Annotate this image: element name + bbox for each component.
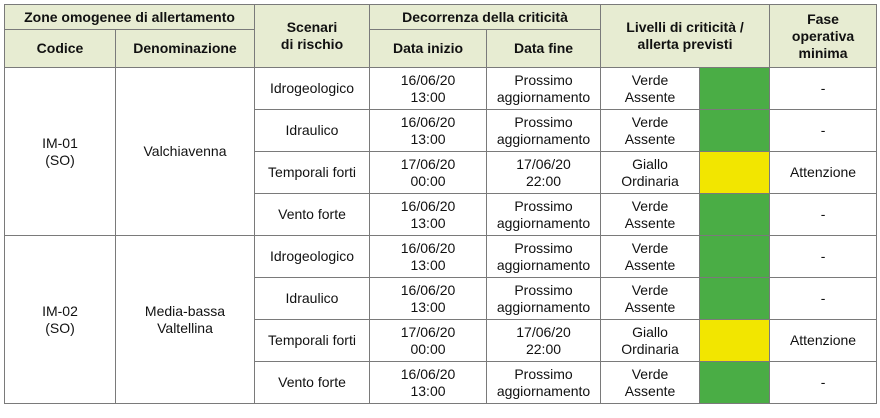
level-label-cell: Verde Assente bbox=[601, 194, 700, 236]
level-label-cell: Giallo Ordinaria bbox=[601, 152, 700, 194]
level-color-swatch bbox=[700, 236, 770, 278]
scenario-cell: Idraulico bbox=[255, 110, 370, 152]
end-date-cell: Prossimo aggiornamento bbox=[487, 194, 601, 236]
level-label-cell: Verde Assente bbox=[601, 236, 700, 278]
scenario-cell: Vento forte bbox=[255, 362, 370, 404]
end-date-cell: Prossimo aggiornamento bbox=[487, 110, 601, 152]
level-color-swatch bbox=[700, 278, 770, 320]
period-group-header: Decorrenza della criticità bbox=[370, 5, 601, 30]
phase-cell: - bbox=[770, 110, 877, 152]
scenario-cell: Temporali forti bbox=[255, 320, 370, 362]
levels-header: Livelli di criticità / allerta previsti bbox=[601, 5, 770, 68]
start-date-cell: 16/06/20 13:00 bbox=[370, 110, 487, 152]
level-label-cell: Verde Assente bbox=[601, 68, 700, 110]
table-row bbox=[5, 236, 877, 278]
end-date-cell: Prossimo aggiornamento bbox=[487, 362, 601, 404]
zone-group-header: Zone omogenee di allertamento bbox=[5, 5, 255, 30]
level-label-cell: Verde Assente bbox=[601, 110, 700, 152]
end-date-header: Data fine bbox=[487, 30, 601, 68]
end-date-cell: Prossimo aggiornamento bbox=[487, 68, 601, 110]
zone-code: IM-02 (SO) bbox=[5, 236, 116, 404]
level-color-swatch bbox=[700, 110, 770, 152]
scenario-cell: Vento forte bbox=[255, 194, 370, 236]
start-date-cell: 16/06/20 13:00 bbox=[370, 194, 487, 236]
phase-cell: - bbox=[770, 362, 877, 404]
start-date-cell: 17/06/20 00:00 bbox=[370, 320, 487, 362]
zone-code: IM-01 (SO) bbox=[5, 68, 116, 236]
end-date-cell: Prossimo aggiornamento bbox=[487, 236, 601, 278]
phase-cell: - bbox=[770, 278, 877, 320]
scenario-header: Scenari di rischio bbox=[255, 5, 370, 68]
level-color-swatch bbox=[700, 194, 770, 236]
start-date-cell: 16/06/20 13:00 bbox=[370, 68, 487, 110]
start-date-cell: 16/06/20 13:00 bbox=[370, 236, 487, 278]
level-label-cell: Giallo Ordinaria bbox=[601, 320, 700, 362]
level-color-swatch bbox=[700, 362, 770, 404]
start-date-cell: 17/06/20 00:00 bbox=[370, 152, 487, 194]
level-color-swatch bbox=[700, 68, 770, 110]
start-date-header: Data inizio bbox=[370, 30, 487, 68]
level-color-swatch bbox=[700, 320, 770, 362]
code-header: Codice bbox=[5, 30, 116, 68]
phase-cell: Attenzione bbox=[770, 320, 877, 362]
end-date-cell: 17/06/20 22:00 bbox=[487, 152, 601, 194]
scenario-cell: Temporali forti bbox=[255, 152, 370, 194]
level-label-cell: Verde Assente bbox=[601, 278, 700, 320]
level-label-cell: Verde Assente bbox=[601, 362, 700, 404]
level-color-swatch bbox=[700, 152, 770, 194]
table-row bbox=[5, 68, 877, 110]
phase-cell: - bbox=[770, 236, 877, 278]
name-header: Denominazione bbox=[116, 30, 255, 68]
alert-table bbox=[4, 4, 877, 404]
end-date-cell: Prossimo aggiornamento bbox=[487, 278, 601, 320]
scenario-cell: Idrogeologico bbox=[255, 236, 370, 278]
scenario-cell: Idraulico bbox=[255, 278, 370, 320]
phase-header: Fase operativa minima bbox=[770, 5, 877, 68]
scenario-cell: Idrogeologico bbox=[255, 68, 370, 110]
zone-name: Media-bassa Valtellina bbox=[116, 236, 255, 404]
start-date-cell: 16/06/20 13:00 bbox=[370, 362, 487, 404]
end-date-cell: 17/06/20 22:00 bbox=[487, 320, 601, 362]
phase-cell: Attenzione bbox=[770, 152, 877, 194]
start-date-cell: 16/06/20 13:00 bbox=[370, 278, 487, 320]
phase-cell: - bbox=[770, 68, 877, 110]
table-body bbox=[5, 68, 877, 404]
zone-name: Valchiavenna bbox=[116, 68, 255, 236]
phase-cell: - bbox=[770, 194, 877, 236]
